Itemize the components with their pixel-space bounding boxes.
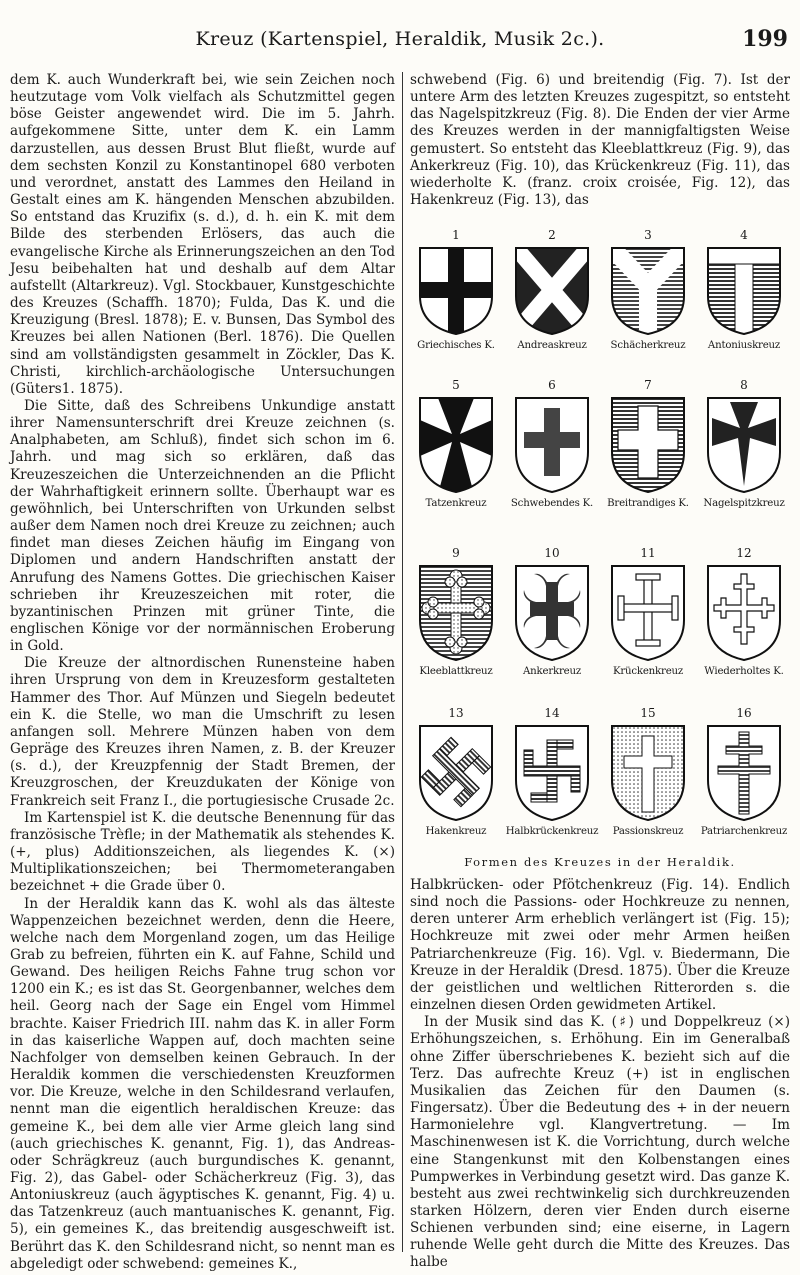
half-potent-cross-shield-icon <box>512 722 592 822</box>
figure-number: 9 <box>452 546 460 560</box>
couped-cross-shield-icon <box>512 394 592 494</box>
figure-12 <box>696 546 792 677</box>
figure-label: Passionskreuz <box>612 826 684 837</box>
figure-11 <box>600 546 696 677</box>
figure-number: 6 <box>548 378 556 392</box>
paragraph-heraldik: In der Heraldik kann das K. wohl als das älteste Wappenzeichen bezeichnet werden, denn die Heere, welche nach dem Morgenland zogen, um das Heilige Grab zu befreien, führten ein K. auf Fahne, Schild und Gewand. Des heiligen Reichs Fahne trug schon vor 1200 ein K.; es ist das St. Georgenbanner, welches dem heil. Georg nach der Sage ein Engel vom Himmel brachte. Kaiser Friedrich III. nahm das K. in aller Form in das kaiserliche Wappen auf, doch machten seine Nachfolger von demselben keinen Gebrauch. In der Heraldik kommen die verschiedensten Kreuzformen vor. Die Kreuze, welche in den Schildesrand verlaufen, nennt man die eigentlich heraldischen Kreuze: das gemeine K., bei dem alle vier Arme gleich lang sind (auch griechisches K. genannt, Fig. 1), das Andreas- oder Schrägkreuz (auch burgundisches K. genannt, Fig. 2), das Gabel- oder Schächerkreuz (Fig. 3), das Antoniuskreuz (auch ägyptisches K. genannt, Fig. 4) u. das Tatzenkreuz (auch mantuanisches K. genannt, Fig. 5), ein gemeines K., das breitendig ausgeschweift ist. Berührt das K. den Schildesrand nicht, so nennt man es abgeledigt oder schwebend: gemeines K., <box>10 895 395 1272</box>
paragraph-kartenspiel: Im Kartenspiel ist K. die deutsche Benennung für das französische Trèfle; in der Mathematik als stehendes K. (+, plus) Additionszeichen, als liegendes K. (×) Multiplikationszeichen; bei Thermometerangaben bezeichnet + die Grade über 0. <box>10 809 395 895</box>
figure-label: Wiederholtes K. <box>704 666 784 677</box>
figure-label: Andreaskreuz <box>517 340 587 351</box>
figure-label: Patriarchenkreuz <box>700 826 788 837</box>
figure-number: 10 <box>544 546 560 560</box>
pall-shield-icon <box>608 244 688 336</box>
figure-number: 14 <box>544 706 560 720</box>
right-column-bottom <box>410 877 790 1272</box>
figure-15 <box>600 706 696 837</box>
cross-moline-shield-icon <box>512 562 592 662</box>
figure-number: 15 <box>640 706 656 720</box>
cross-crosslet-shield-icon <box>704 562 784 662</box>
cross-botonny-shield-icon <box>416 562 496 662</box>
figure-4 <box>696 228 792 351</box>
figure-6 <box>504 378 600 509</box>
passion-cross-shield-icon <box>608 722 688 822</box>
paragraph-runensteine: Die Kreuze der altnordischen Runensteine haben ihren Ursprung von dem in Kreuzesform gestalteten Hammer des Thor. Auf Münzen und Siegeln bedeutet ein K. die Stelle, wo man die Umschrift zu lesen anfangen soll. Mehrere Münzen haben von dem Gepräge des Kreuzes ihren Namen, z. B. der Kreuzer (s. d.), der Kreuzpfennig der Stadt Bremen, der Kreuzgroschen, der Kreuzdukaten der Könige von Frankreich seit Franz I., die portugiesische Crusade 2c. <box>10 655 395 809</box>
figure-16 <box>696 706 792 837</box>
figure-number: 3 <box>644 228 652 242</box>
figure-label: Schächerkreuz <box>610 340 686 351</box>
figure-1 <box>408 228 504 351</box>
figure-label: Halbkrückenkreuz <box>505 826 599 837</box>
paragraph-kreuz-kruzifix: dem K. auch Wunderkraft bei, wie sein Zeichen noch heutzutage vom Volk vielfach als Schutzmittel gegen böse Geister angewendet wird. Die im 5. Jahrh. aufgekommene Sitte, unter dem K. ein Lamm darzustellen, aus dessen Brust Blut fließt, wurde auf dem sechsten Konzil zu Konstantinopel 680 verboten und verordnet, anstatt des Lammes den Heiland in Gestalt eines am K. hängenden Menschen abzubilden. So entstand das Kruzifix (s. d.), d. h. ein K. mit dem Bilde des sterbenden Erlösers, das auch die evangelische Kirche als Erinnerungszeichen an den Tod Jesu beibehalten hat und deshalb auf dem Altar aufstellt (Altarkreuz). Vgl. Stockbauer, Kunstgeschichte des Kreuzes (Schaffh. 1870); Fulda, Das K. und die Kreuzigung (Bresl. 1878); E. v. Bunsen, Das Symbol des Kreuzes bei allen Nationen (Berl. 1876). Die Quellen sind am vollständigsten gesammelt in Zöckler, Das K. Christi, kirchlich-archäologische Untersuchungen (Güters1. 1875). <box>10 72 395 397</box>
figure-label: Tatzenkreuz <box>425 498 487 509</box>
figure-label: Nagelspitzkreuz <box>703 498 785 509</box>
figure-label: Hakenkreuz <box>425 826 487 837</box>
figure-label: Ankerkreuz <box>523 666 581 677</box>
paragraph-schwebend: schwebend (Fig. 6) und breitendig (Fig. 7). Ist der untere Arm des letzten Kreuzes zugespitzt, so entsteht das Nagelspitzkreuz (Fig. 8). Die Enden der vier Arme des Kreuzes werden in der mannigfaltigsten Weise gemustert. So entsteht das Kleeblattkreuz (Fig. 9), das Ankerkreuz (Fig. 10), das Krückenkreuz (Fig. 11), das wiederholte K. (franz. croix croisée, Fig. 12), das Hakenkreuz (Fig. 13), das <box>410 72 790 209</box>
cross-potent-shield-icon <box>608 562 688 662</box>
figure-3 <box>600 228 696 351</box>
paragraph-halbkruecken: Halbkrücken- oder Pfötchenkreuz (Fig. 14). Endlich sind noch die Passions- oder Hochkreuze zu nennen, deren unterer Arm erheblich verlängert ist (Fig. 15); Hochkreuze mit zwei oder mehr Armen heißen Patriarchenkreuze (Fig. 16). Vgl. v. Biedermann, Die Kreuze in der Heraldik (Dresd. 1875). Über die Kreuze der geistlichen und weltlichen Ritterorden s. die einzelnen diesen Orden gewidmeten Artikel. <box>410 877 790 1014</box>
figure-10 <box>504 546 600 677</box>
figure-2 <box>504 228 600 351</box>
figure-number: 8 <box>740 378 748 392</box>
saltire-shield-icon <box>512 244 592 336</box>
page-header <box>10 28 790 62</box>
heraldic-cross-plate <box>408 228 792 874</box>
cross-pattee-shield-icon <box>416 394 496 494</box>
figure-number: 7 <box>644 378 652 392</box>
figure-number: 4 <box>740 228 748 242</box>
figure-label: Antoniuskreuz <box>707 340 781 351</box>
figure-number: 11 <box>640 546 656 560</box>
figure-caption: Formen des Kreuzes in der Heraldik. <box>464 855 736 869</box>
figure-7 <box>600 378 696 509</box>
greek-cross-shield-icon <box>416 244 496 336</box>
figure-number: 12 <box>736 546 752 560</box>
figure-label: Griechisches K. <box>417 340 495 351</box>
tau-cross-shield-icon <box>704 244 784 336</box>
page-number: 199 <box>742 26 788 52</box>
paragraph-unterschrift: Die Sitte, daß des Schreibens Unkundige anstatt ihrer Namensunterschrift drei Kreuze zeichnen (s. Analphabeten, am Schluß), findet sich schon im 6. Jahrh. und mag sich so erklären, daß das Kreuzeszeichen die Unterzeichnenden an die Pflicht der Wahrhaftigkeit erinnern sollte. Überhaupt war es gewöhnlich, bei Unterschriften von Urkunden selbst außer dem Namen noch drei Kreuze zu zeichnen; auch findet man dieses Zeichen häufig im Eingang von Diplomen und andern Handschriften anstatt der Anrufung des Namens Gottes. Die griechischen Kaiser schrieben ihr Kreuzeszeichen mit roter, die byzantinischen Prinzen mit grüner Tinte, die englischen Könige vor der normännischen Eroberung in Gold. <box>10 397 395 655</box>
right-column-top <box>410 72 790 209</box>
figure-number: 16 <box>736 706 752 720</box>
figure-label: Krückenkreuz <box>612 666 684 677</box>
broad-cross-shield-icon <box>608 394 688 494</box>
left-column <box>10 72 395 1273</box>
figure-13 <box>408 706 504 837</box>
hooked-cross-shield-icon <box>416 722 496 822</box>
figure-number: 13 <box>448 706 464 720</box>
figure-label: Kleeblattkreuz <box>419 666 493 677</box>
fitchy-cross-shield-icon <box>704 394 784 494</box>
figure-9 <box>408 546 504 677</box>
patriarchal-cross-shield-icon <box>704 722 784 822</box>
figure-5 <box>408 378 504 509</box>
paragraph-musik: In der Musik sind das K. (♯) und Doppelkreuz (×) Erhöhungszeichen, s. Erhöhung. Ein im Generalbaß ohne Ziffer überschriebenes K. bezieht sich auf die Terz. Das aufrechte Kreuz (+) ist in englischen Musikalien das Zeichen für den Daumen (s. Fingersatz). Über die Bedeutung des + in der neuern Harmonielehre vgl. Klangvertretung. — Im Maschinenwesen ist K. die Vorrichtung, durch welche eine Stangenkunst mit den Kolbenstangen eines Pumpwerkes in Verbindung gesetzt wird. Das ganze K. besteht aus zwei rechtwinkelig sich durchkreuzenden starken Hölzern, deren vier Enden durch eiserne Schienen verbunden sind; eine eiserne, in Lagern ruhende Welle geht durch die Mitte des Kreuzes. Das halbe <box>410 1014 790 1271</box>
figure-number: 5 <box>452 378 460 392</box>
figure-14 <box>504 706 600 837</box>
figure-number: 1 <box>452 228 460 242</box>
column-divider <box>402 72 403 1252</box>
running-head: Kreuz (Kartenspiel, Heraldik, Musik 2c.). <box>195 28 605 50</box>
figure-label: Schwebendes K. <box>510 498 594 509</box>
figure-8 <box>696 378 792 509</box>
figure-label: Breitrandiges K. <box>607 498 689 509</box>
figure-number: 2 <box>548 228 556 242</box>
